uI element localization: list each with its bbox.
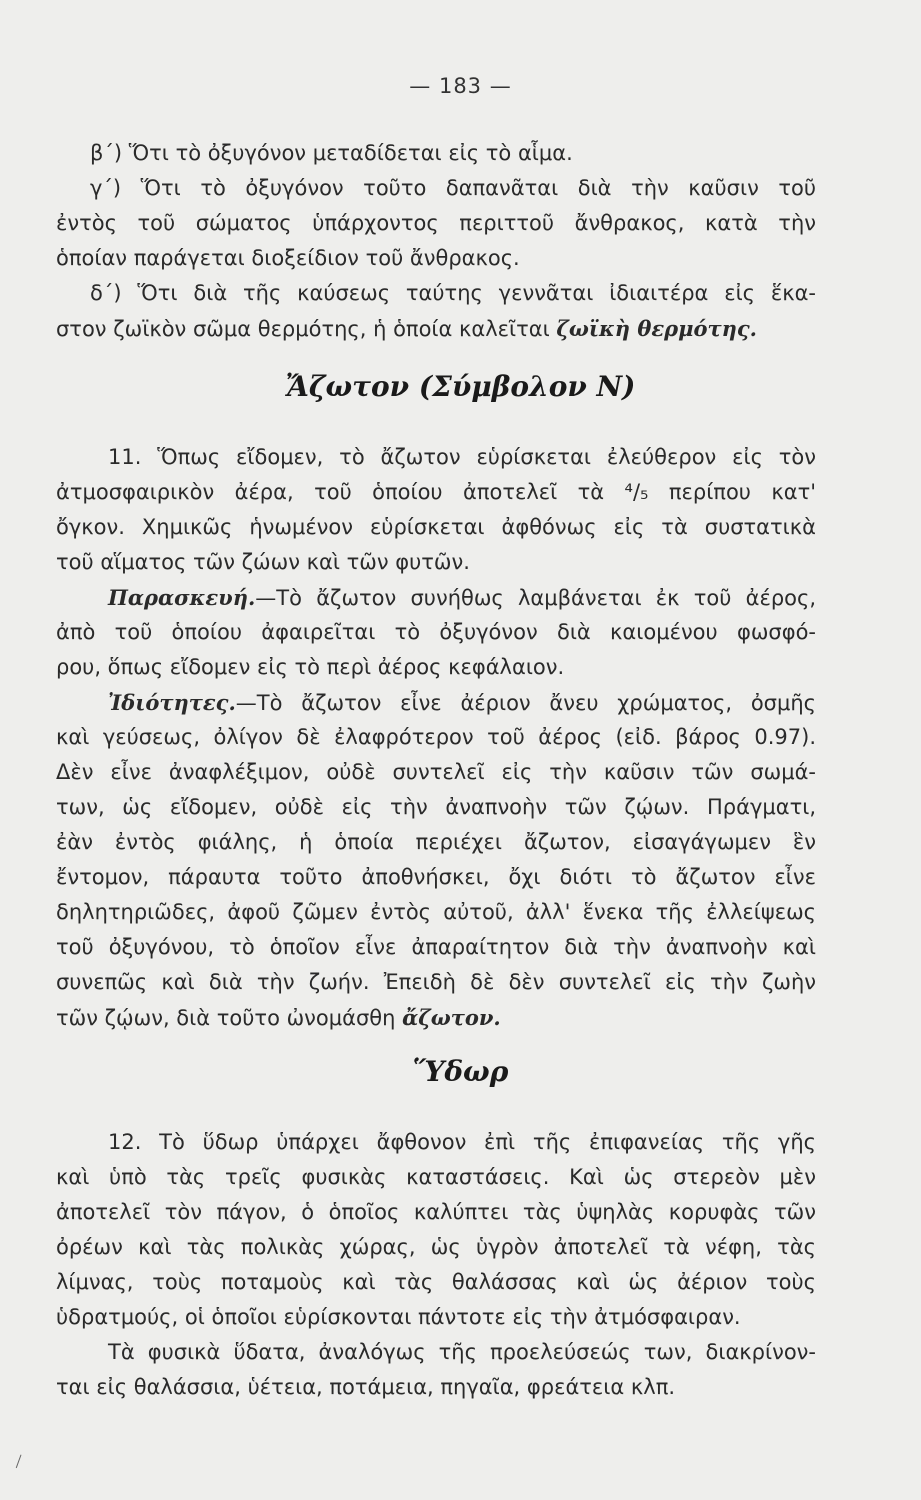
section-heading-water: Ὕδωρ	[412, 1055, 509, 1088]
section-heading-nitrogen: Ἄζωτον (Σύμβολον Ν)	[285, 370, 636, 403]
text-line	[56, 580, 816, 615]
text-line	[56, 685, 816, 720]
paragraph-11	[56, 440, 816, 1035]
text-line: 12. Τὸ ὕδωρ ὑπάρχει ἄφθονον ἐπὶ τῆς ἐπιφανείας τῆς γῆς	[108, 1130, 816, 1154]
emphasis-term: ζωϊκὴ θερμότης.	[556, 316, 757, 341]
text-span: τῶν ζῴων, διὰ τοῦτο ὠνομάσθη	[56, 1006, 403, 1030]
text-line: Δὲν εἶνε ἀναφλέξιμον, οὐδὲ συντελεῖ εἰς τὴν καῦσιν τῶν σωμά-	[56, 760, 816, 784]
text-line: καὶ γεύσεως, ὀλίγον δὲ ἐλαφρότερον τοῦ ἀέρος (εἰδ. βάρος 0.97).	[56, 725, 816, 749]
text-line: Τὰ φυσικὰ ὕδατα, ἀναλόγως τῆς προελεύσεώς των, διακρίνον-	[108, 1340, 816, 1364]
text-line: των, ὡς εἴδομεν, οὐδὲ εἰς τὴν ἀναπνοὴν τῶν ζῴων. Πράγματι,	[56, 795, 816, 819]
emphasis-term: ἄζωτον.	[402, 1005, 501, 1030]
text-line: τοῦ αἵματος τῶν ζώων καὶ τῶν φυτῶν.	[56, 550, 470, 574]
text-line: ἐὰν ἐντὸς φιάλης, ἡ ὁποία περιέχει ἄζωτον, εἰσαγάγωμεν ἓν	[56, 830, 816, 854]
text-line: λίμνας, τοὺς ποταμοὺς καὶ τὰς θαλάσσας καὶ ὡς ἀέριον τοὺς	[56, 1270, 816, 1294]
margin-mark	[16, 1455, 25, 1470]
text-line: ἀποτελεῖ τὸν πάγον, ὁ ὁποῖος καλύπτει τὰς ὑψηλὰς κορυφὰς τῶν	[56, 1200, 816, 1224]
text-line: β΄) Ὅτι τὸ ὀξυγόνον μεταδίδεται εἰς τὸ αἷμα.	[90, 141, 573, 165]
text-line: ὀρέων καὶ τὰς πολικὰς χώρας, ὡς ὑγρὸν ἀποτελεῖ τὰ νέφη, τὰς	[56, 1235, 816, 1259]
text-line: ται εἰς θαλάσσια, ὑέτεια, ποτάμεια, πηγαῖα, φρεάτεια κλπ.	[56, 1375, 676, 1399]
text-span: —Τὸ ἄζωτον συνήθως λαμβάνεται ἐκ τοῦ ἀέρος,	[255, 586, 816, 610]
text-line: δ΄) Ὅτι διὰ τῆς καύσεως ταύτης γεννᾶται ἰδιαιτέρα εἰς ἕκα-	[90, 281, 816, 305]
text-line: ἀπὸ τοῦ ὁποίου ἀφαιρεῖται τὸ ὀξυγόνον διὰ καιομένου φωσφό-	[56, 620, 816, 644]
text-line	[56, 311, 816, 346]
text-line: ὄγκον. Χημικῶς ἡνωμένον εὑρίσκεται ἀφθόνως εἰς τὰ συστατικὰ	[56, 515, 816, 539]
text-span: στον ζωϊκὸν σῶμα θερμότης, ἡ ὁποία καλεῖται	[56, 317, 557, 341]
text-line: ὑδρατμούς, οἱ ὁποῖοι εὑρίσκονται πάντοτε εἰς τὴν ἀτμόσφαιραν.	[56, 1305, 741, 1329]
paragraph-lines	[56, 1125, 816, 1405]
subheading-preparation: Παρασκευή.	[108, 585, 256, 610]
text-line: δηλητηριῶδες, ἀφοῦ ζῶμεν ἐντὸς αὐτοῦ, ἀλλ' ἕνεκα τῆς ἐλλείψεως	[56, 900, 816, 924]
paragraph-lines	[56, 440, 816, 580]
text-line: τοῦ ὀξυγόνου, τὸ ὁποῖον εἶνε ἀπαραίτητον διὰ τὴν ἀναπνοὴν καὶ	[56, 935, 816, 959]
list-lines	[56, 136, 816, 311]
text-span: —Τὸ ἄζωτον εἶνε ἀέριον ἄνευ χρώματος, ὀσμῆς	[235, 691, 816, 715]
text-line: ἔντομον, πάραυτα τοῦτο ἀποθνήσκει, ὄχι διότι τὸ ἄζωτον εἶνε	[56, 865, 816, 889]
text-line: ἀτμοσφαιρικὸν ἀέρα, τοῦ ὁποίου ἀποτελεῖ τὰ ⁴/₅ περίπου κατ'	[56, 480, 816, 504]
text-line: ἐντὸς τοῦ σώματος ὑπάρχοντος περιττοῦ ἄνθρακος, κατὰ τὴν	[56, 211, 816, 235]
text-line: συνεπῶς καὶ διὰ τὴν ζωήν. Ἐπειδὴ δὲ δὲν συντελεῖ εἰς τὴν ζωὴν	[56, 970, 816, 994]
page-number: — 183 —	[409, 74, 512, 98]
list-block	[56, 136, 816, 346]
text-line: ρου, ὅπως εἴδομεν εἰς τὸ περὶ ἀέρος κεφάλαιον.	[56, 655, 565, 679]
text-line: ὁποίαν παράγεται διοξείδιον τοῦ ἄνθρακος.	[56, 246, 520, 270]
text-line	[56, 1000, 816, 1035]
paragraph-lines	[56, 720, 816, 1000]
paragraph-12	[56, 1125, 816, 1405]
subheading-properties: Ἰδιότητες.	[108, 690, 236, 715]
text-line: γ΄) Ὅτι τὸ ὀξυγόνον τοῦτο δαπανᾶται διὰ τὴν καῦσιν τοῦ	[90, 176, 816, 200]
paragraph-lines	[56, 615, 816, 685]
text-line: 11. Ὅπως εἴδομεν, τὸ ἄζωτον εὑρίσκεται ἐλεύθερον εἰς τὸν	[108, 445, 816, 469]
text-line: καὶ ὑπὸ τὰς τρεῖς φυσικὰς καταστάσεις. Καὶ ὡς στερεὸν μὲν	[56, 1165, 816, 1189]
